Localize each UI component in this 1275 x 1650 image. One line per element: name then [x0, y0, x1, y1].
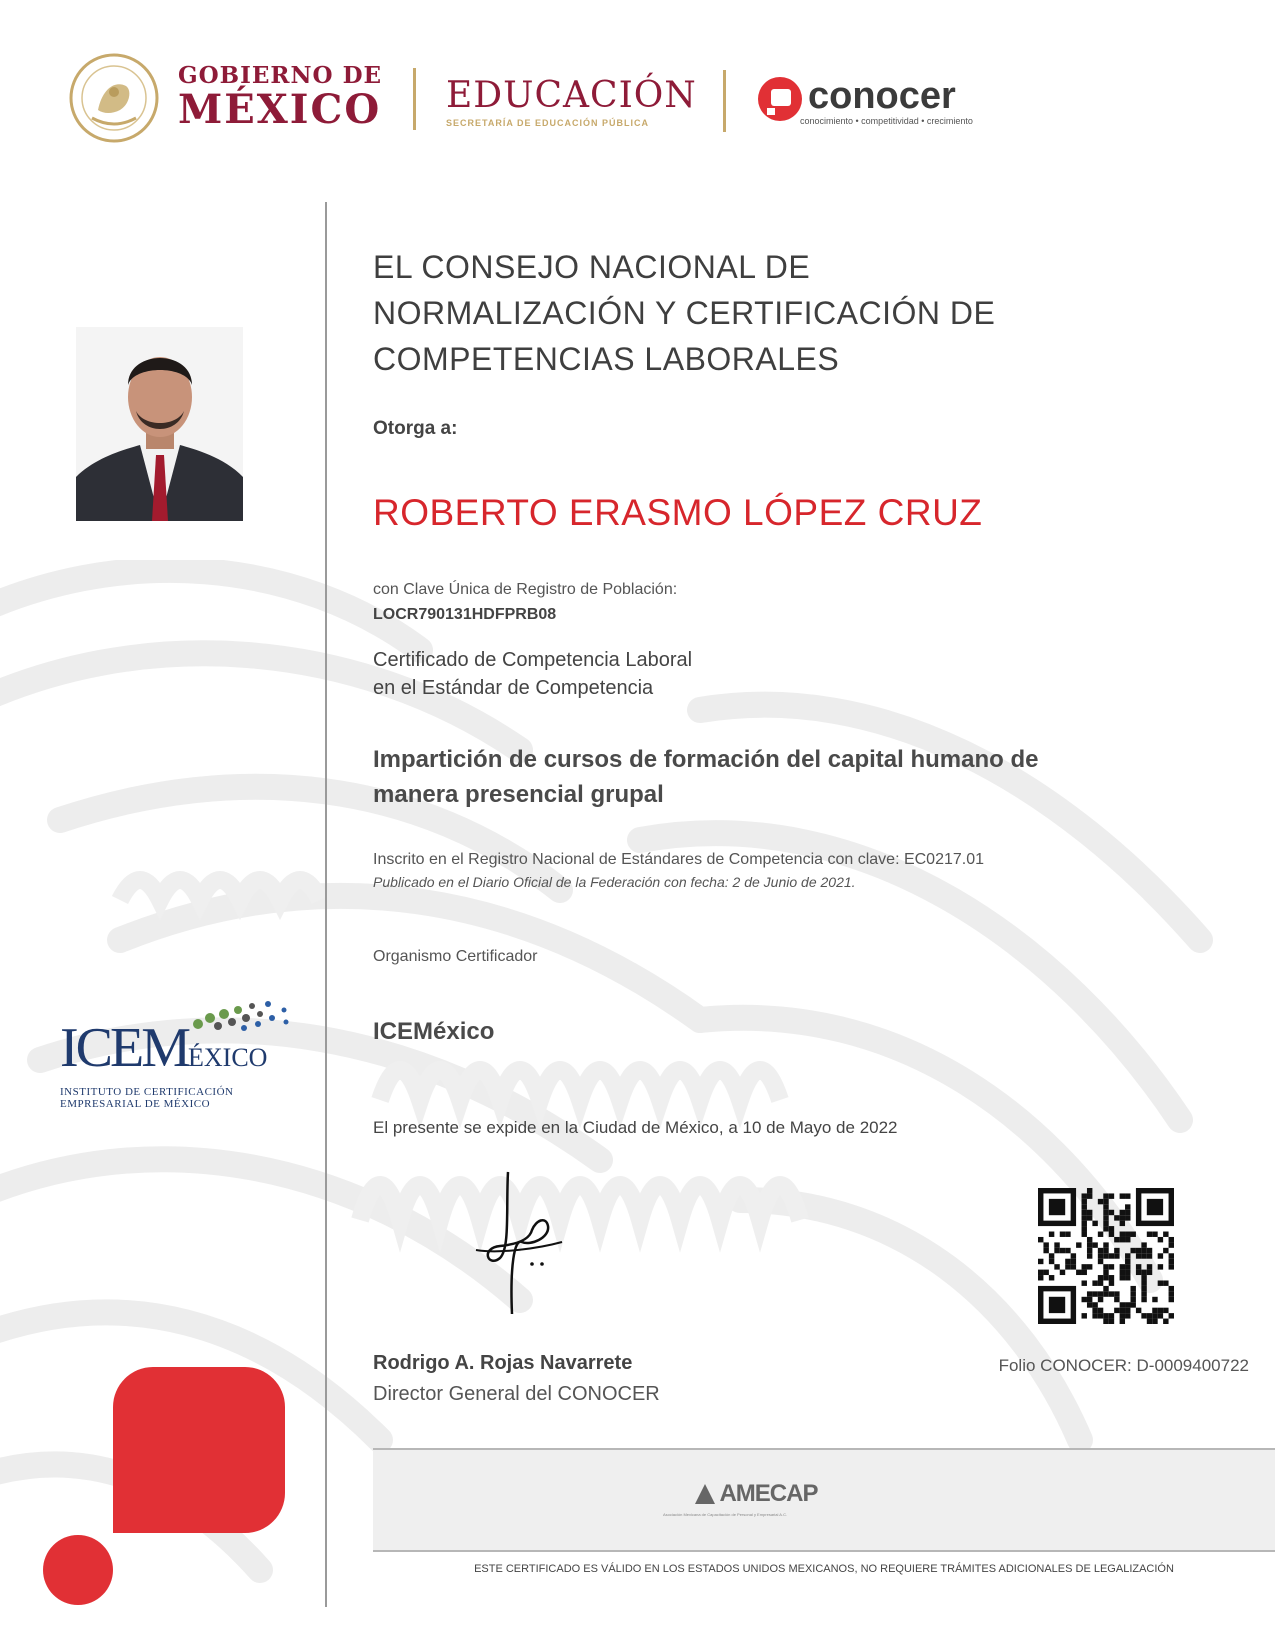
organismo-label: Organismo Certificador — [373, 948, 538, 965]
gobierno-line2: MÉXICO — [178, 86, 382, 133]
recipient-photo — [76, 327, 243, 521]
qr-code — [1038, 1188, 1174, 1324]
icem-sub-line1: INSTITUTO DE CERTIFICACIÓN — [60, 1086, 234, 1098]
gobierno-de-mexico-logo — [178, 63, 382, 131]
amecap-logo — [695, 1480, 817, 1508]
signer-name: Rodrigo A. Rojas Navarrete — [373, 1352, 633, 1374]
organismo-value: ICEMéxico — [373, 1018, 495, 1045]
icem-sub-line2: EMPRESARIAL DE MÉXICO — [60, 1098, 211, 1110]
recipient-name: ROBERTO ERASMO LÓPEZ CRUZ — [373, 492, 983, 533]
signature-image — [470, 1168, 580, 1318]
standard-line-2: manera presencial grupal — [373, 781, 664, 808]
certificado-line-1: Certificado de Competencia Laboral — [373, 649, 693, 671]
curp-value: LOCR790131HDFPRB08 — [373, 606, 557, 623]
gobierno-line1: GOBIERNO DE — [178, 62, 383, 89]
certificado-line-2: en el Estándar de Competencia — [373, 677, 654, 699]
amecap-icon — [695, 1484, 715, 1504]
title-line-3: COMPETENCIAS LABORALES — [373, 341, 840, 377]
amecap-subtitle: Asociación Mexicana de Capacitación de Personal y Empresarial A.C. — [663, 1512, 788, 1517]
red-rounded-square-decoration — [113, 1367, 285, 1533]
icem-name-tail: ÉXICO — [188, 1043, 268, 1072]
amecap-name: AMECAP — [719, 1480, 818, 1507]
conocer-name: conocer — [808, 75, 956, 117]
curp-label: con Clave Única de Registro de Población: — [373, 581, 678, 598]
registro-text: Inscrito en el Registro Nacional de Estándares de Competencia con clave: EC0217.01 — [373, 851, 985, 868]
title-line-2: NORMALIZACIÓN Y CERTIFICACIÓN DE — [373, 295, 996, 331]
otorga-label: Otorga a: — [373, 418, 458, 439]
title-line-1: EL CONSEJO NACIONAL DE — [373, 249, 811, 285]
signer-title: Director General del CONOCER — [373, 1383, 660, 1405]
educacion-title: EDUCACIÓN — [446, 75, 697, 116]
standard-line-1: Impartición de cursos de formación del capital humano de — [373, 746, 1039, 773]
footer-validity-text: ESTE CERTIFICADO ES VÁLIDO EN LOS ESTADOS UNIDOS MEXICANOS, NO REQUIERE TRÁMITES ADICIONALES DE LEGALIZACIÓN — [474, 1563, 1174, 1575]
certificate-title — [373, 244, 1253, 382]
header-divider-2 — [723, 70, 726, 132]
vertical-divider — [325, 202, 327, 1607]
conocer-logo-icon — [757, 76, 803, 122]
publicado-text: Publicado en el Diario Oficial de la Federación con fecha: 2 de Junio de 2021. — [373, 874, 856, 890]
escudo-nacional-seal-icon — [68, 52, 160, 144]
expide-text: El presente se expide en la Ciudad de México, a 10 de Mayo de 2022 — [373, 1118, 898, 1137]
educacion-logo — [446, 76, 697, 128]
red-circle-decoration — [43, 1535, 113, 1605]
icem-logo — [60, 1017, 268, 1110]
amecap-band — [373, 1448, 1275, 1552]
icem-name-main: ICEM — [60, 1017, 188, 1079]
icem-dots-icon — [188, 996, 318, 1032]
header-divider-1 — [413, 68, 416, 130]
conocer-tagline: conocimiento • competitividad • crecimiento — [800, 116, 973, 126]
folio-text: Folio CONOCER: D-0009400722 — [998, 1356, 1249, 1375]
educacion-subtitle: SECRETARÍA DE EDUCACIÓN PÚBLICA — [446, 118, 650, 128]
